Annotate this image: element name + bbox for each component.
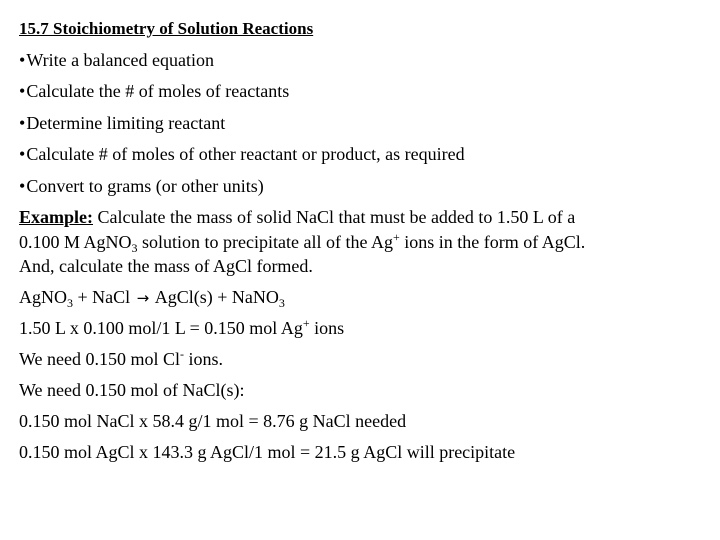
calculation-line bbox=[19, 317, 344, 339]
bullet-item bbox=[19, 143, 465, 165]
bullet-item bbox=[19, 112, 225, 134]
subscript: 3 bbox=[278, 296, 285, 310]
example-text: 0.100 M AgNO bbox=[19, 232, 132, 252]
bullet-icon: • bbox=[19, 113, 26, 133]
calculation-line bbox=[19, 348, 223, 370]
bullet-item bbox=[19, 80, 289, 102]
calculation-text: ions. bbox=[184, 349, 224, 369]
balanced-equation bbox=[19, 286, 285, 309]
bullet-icon: • bbox=[19, 81, 26, 101]
equation-text: AgNO bbox=[19, 287, 67, 307]
example-text: Calculate the mass of solid NaCl that must be added to 1.50 L of a bbox=[93, 207, 576, 227]
bullet-text: Write a balanced equation bbox=[26, 50, 214, 70]
subscript: 3 bbox=[131, 241, 138, 255]
page-title: 15.7 Stoichiometry of Solution Reactions bbox=[19, 19, 314, 38]
calculation-text: We need 0.150 mol Cl bbox=[19, 349, 181, 369]
calculation-line: 0.150 mol NaCl x 58.4 g/1 mol = 8.76 g NaCl needed bbox=[19, 411, 407, 431]
bullet-icon: • bbox=[19, 50, 26, 70]
calculation-line: We need 0.150 mol of NaCl(s): bbox=[19, 380, 245, 400]
bullet-text: Determine limiting reactant bbox=[26, 113, 226, 133]
calculation-text: ions bbox=[309, 318, 345, 338]
calculation-line: 0.150 mol AgCl x 143.3 g AgCl/1 mol = 21.5 g AgCl will precipitate bbox=[19, 442, 516, 462]
example-text: ions in the form of AgCl. bbox=[399, 232, 586, 252]
example-label: Example: bbox=[19, 207, 93, 227]
bullet-text: Calculate # of moles of other reactant or product, as required bbox=[26, 144, 465, 164]
equation-text: + NaCl bbox=[73, 287, 135, 307]
bullet-icon: • bbox=[19, 176, 26, 196]
bullet-text: Calculate the # of moles of reactants bbox=[26, 81, 290, 101]
superscript: + bbox=[392, 230, 400, 244]
equation-text: AgCl(s) + NaNO bbox=[151, 287, 279, 307]
bullet-text: Convert to grams (or other units) bbox=[26, 176, 264, 196]
superscript: + bbox=[302, 316, 310, 330]
example-line-3: And, calculate the mass of AgCl formed. bbox=[19, 256, 313, 276]
calculation-text: 1.50 L x 0.100 mol/1 L = 0.150 mol Ag bbox=[19, 318, 303, 338]
example-line-1 bbox=[19, 206, 575, 228]
arrow-right-icon: → bbox=[136, 289, 150, 307]
subscript: 3 bbox=[67, 296, 73, 310]
example-line-2 bbox=[19, 231, 585, 253]
example-text: solution to precipitate all of the Ag bbox=[137, 232, 393, 252]
bullet-item bbox=[19, 49, 214, 71]
superscript: - bbox=[180, 347, 185, 361]
bullet-icon: • bbox=[19, 144, 26, 164]
bullet-item bbox=[19, 175, 264, 197]
